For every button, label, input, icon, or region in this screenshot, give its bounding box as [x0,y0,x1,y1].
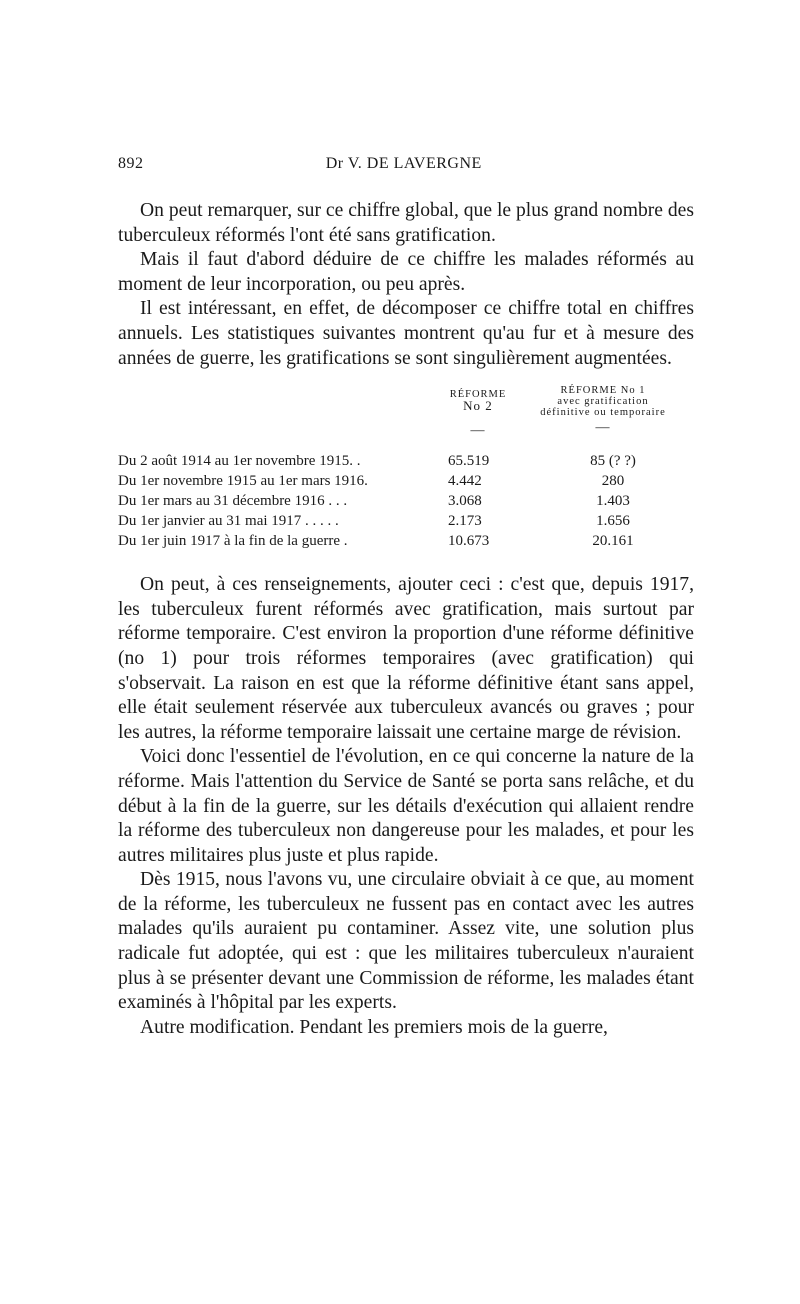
column-header-reforme-1: RÉFORME No 1 avec gratification définitive ou temporaire — [540,385,666,436]
paragraph: Mais il faut d'abord déduire de ce chiffre les malades réformés au moment de leur incorporation, ou peu après. [118,249,694,295]
paragraph: Dès 1915, nous l'avons vu, une circulaire obviait à ce que, au moment de la réforme, les tuberculeux ne fussent pas en contact avec les autres malades qu'ils auraient pu contaminer. Assez vite, une solution plus radicale fut adoptée, qui est : que les militaires tuberculeux n'auraient plus à se présenter devant une Commission de réforme, les malades étant examinés à l'hôpital par les experts. [118,869,694,1014]
paragraph: Voici donc l'essentiel de l'évolution, en ce qui concerne la nature de la réforme. Mais l'attention du Service de Santé se porta sans relâche, et du début à la fin de la guerre, sur les détails d'exécution qui allaient rendre la réforme des tuberculeux non dangereuse pour les malades, et pour les autres militaires plus juste et plus rapide. [118,746,694,866]
reforme-1-cell: 20.161 [592,533,634,550]
table-row [118,531,694,551]
reforme-1-cell: 280 [601,473,625,490]
reforme-2-cell: 4.442 [448,473,482,490]
period-cell: Du 1er novembre 1915 au 1er mars 1916. [118,473,368,490]
period-cell: Du 1er juin 1917 à la fin de la guerre . [118,533,348,550]
reforme-2-cell: 2.173 [448,513,482,530]
period-cell: Du 1er mars au 31 décembre 1916 . . . [118,493,348,510]
paragraph: On peut, à ces renseignements, ajouter ceci : c'est que, depuis 1917, les tuberculeux furent réformés avec gratification, mais surtout par réforme temporaire. C'est environ la proportion d'une réforme définitive (no 1) pour trois réformes temporaires (avec gratification) qui s'observait. La raison en est que la réforme définitive étant sans appel, elle était seulement réservée aux tuberculeux avancés ou graves ; pour les autres, la réforme temporaire laissait une certaine marge de révision. [118,574,694,743]
table-row [118,491,694,511]
paragraph: On peut remarquer, sur ce chiffre global, que le plus grand nombre des tuberculeux réformés l'ont été sans gratification. [118,200,694,246]
table-header [118,385,694,451]
period-cell: Du 1er janvier au 31 mai 1917 . . . . . [118,513,339,530]
reforme-1-cell: 85 (? ?) [590,453,636,470]
period-cell: Du 2 août 1914 au 1er novembre 1915. . [118,453,361,470]
reforme-1-cell: 1.403 [596,493,630,510]
table-row [118,451,694,471]
reforme-2-cell: 3.068 [448,493,482,510]
statistics-table [118,385,694,551]
table-row [118,511,694,531]
running-title: Dr V. DE LAVERGNE [325,155,482,172]
reforme-2-cell: 65.519 [448,453,490,470]
page-number: 892 [118,155,144,172]
reforme-2-cell: 10.673 [448,533,490,550]
reforme-1-cell: 1.656 [596,513,630,530]
book-page [118,155,694,1040]
paragraph: Autre modification. Pendant les premiers mois de la guerre, [140,1016,608,1038]
page-header [118,155,694,183]
column-header-reforme-2: RÉFORME No 2 — [449,389,507,439]
table-row [118,471,694,491]
paragraph: Il est intéressant, en effet, de décomposer ce chiffre total en chiffres annuels. Les statistiques suivantes montrent qu'au fur et à mesure des années de guerre, les gratifications se sont singulièrement augmentées. [118,298,694,369]
